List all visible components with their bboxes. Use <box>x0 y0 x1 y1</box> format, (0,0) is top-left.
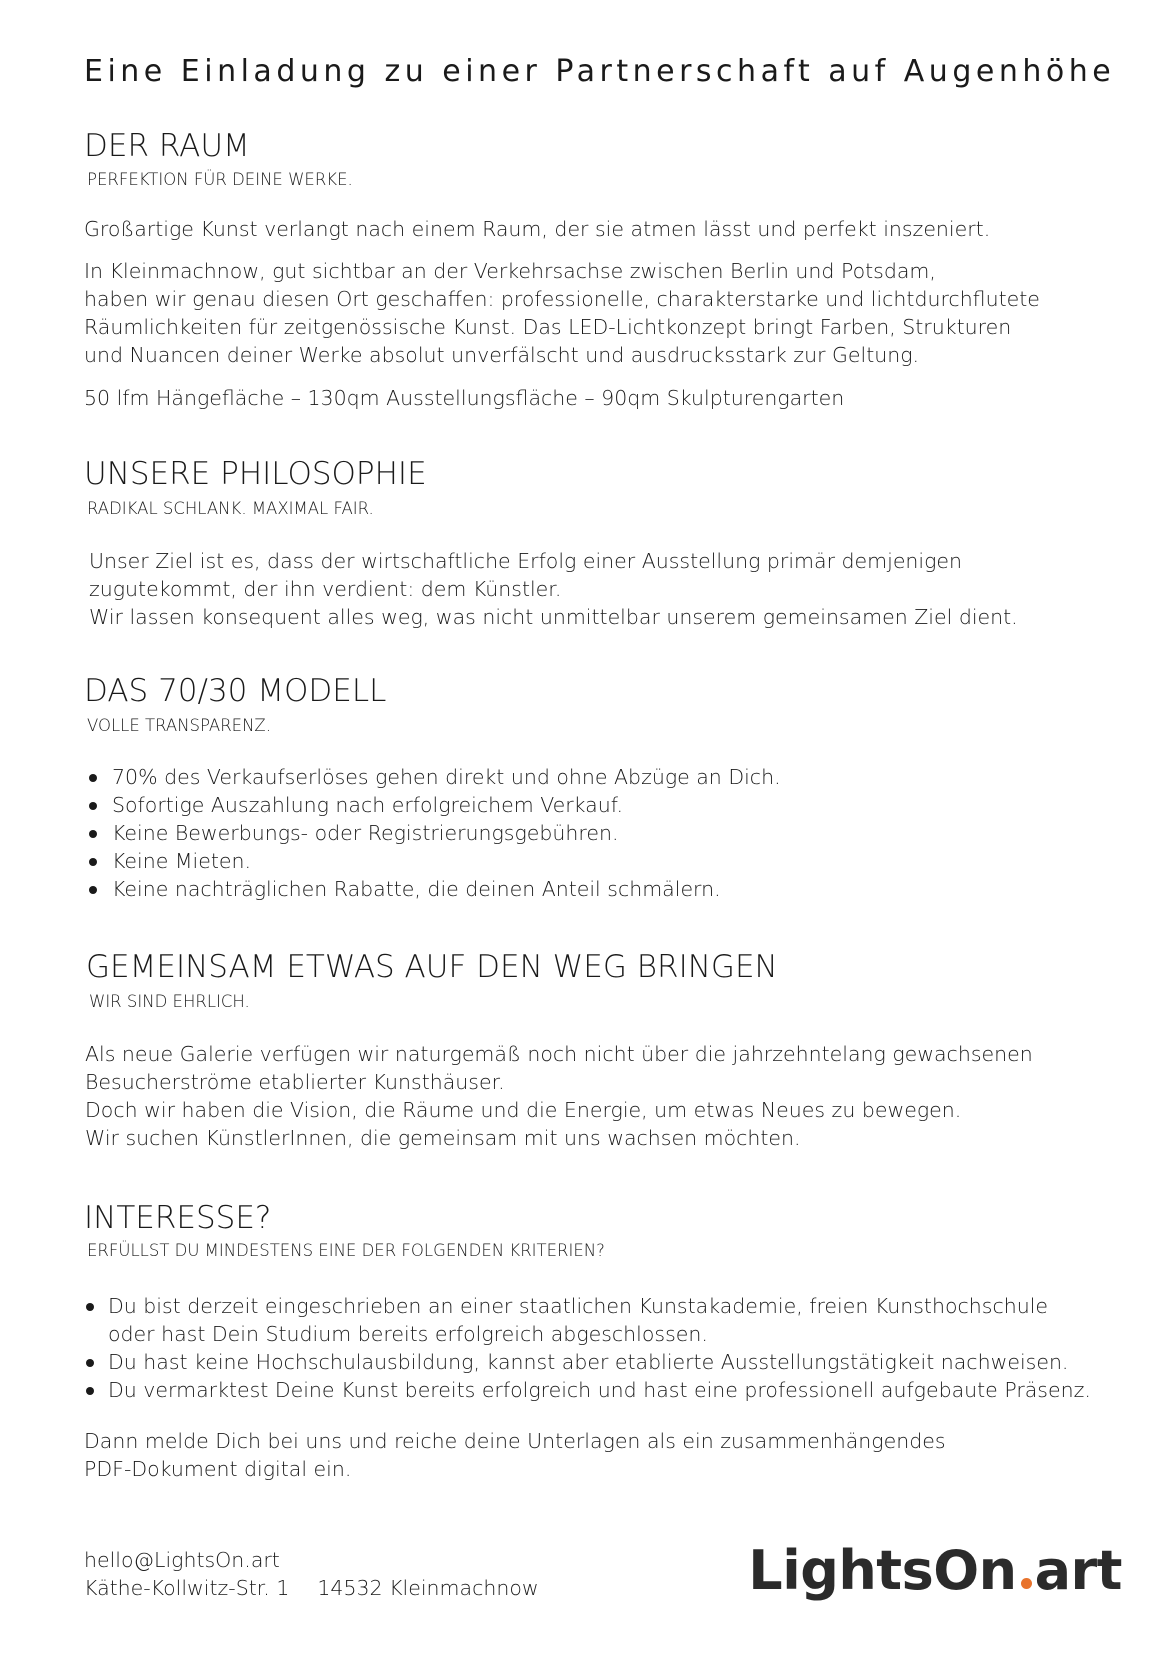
list-item: Keine nachträglichen Rabatte, die deinen Anteil schmälern. <box>85 875 781 903</box>
section-subheading-gemeinsam: WIR SIND EHRLICH. <box>89 992 250 1011</box>
list-item: Du vermarktest Deine Kunst bereits erfolgreich und hast eine professionell aufgebaute Präsenz. <box>84 1376 1134 1404</box>
text-line: Besucherströme etablierter Kunsthäuser. <box>85 1070 505 1094</box>
logo-dot-icon <box>1021 1578 1032 1589</box>
list-item: Keine Mieten. <box>85 847 781 875</box>
text-line: Räumlichkeiten für zeitgenössische Kunst. Das LED-Lichtkonzept bringt Farben, Strukturen <box>84 315 1012 339</box>
section-heading-gemeinsam: GEMEINSAM ETWAS AUF DEN WEG BRINGEN <box>86 949 778 985</box>
list-item: Du hast keine Hochschulausbildung, kannst aber etablierte Ausstellungstätigkeit nachweisen. <box>84 1348 1134 1376</box>
list-item: Du bist derzeit eingeschrieben an einer staatlichen Kunstakademie, freien Kunsthochschule oder hast Dein Studium bereits erfolgreich abgeschlossen. <box>84 1292 1068 1348</box>
text-line: PDF-Dokument digital ein. <box>84 1457 352 1481</box>
footer-email[interactable]: hello@LightsOn.art <box>84 1548 280 1572</box>
section-heading-philosophie: UNSERE PHILOSOPHIE <box>84 456 427 492</box>
list-item: Sofortige Auszahlung nach erfolgreichem Verkauf. <box>85 791 781 819</box>
modell-list <box>85 763 781 903</box>
section-subheading-modell: VOLLE TRANSPARENZ. <box>87 716 271 735</box>
section-heading-interesse: INTERESSE? <box>84 1200 272 1236</box>
text-line: Als neue Galerie verfügen wir naturgemäß noch nicht über die jahrzehntelang gewachsenen <box>85 1042 1033 1066</box>
text-line: Wir lassen konsequent alles weg, was nicht unmittelbar unserem gemeinsamen Ziel dient. <box>89 605 1018 629</box>
page-title: Eine Einladung zu einer Partnerschaft auf Augenhöhe <box>84 54 1116 89</box>
section-heading-modell: DAS 70/30 MODELL <box>84 673 387 709</box>
text-line: In Kleinmachnow, gut sichtbar an der Verkehrsachse zwischen Berlin und Potsdam, <box>84 259 936 283</box>
text-line: Dann melde Dich bei uns und reiche deine Unterlagen als ein zusammenhängendes <box>84 1429 946 1453</box>
section-heading-raum: DER RAUM <box>84 128 250 164</box>
footer-address <box>84 1574 539 1602</box>
text-line: zugutekommt, der ihn verdient: dem Künstler. <box>89 577 562 601</box>
text-line: haben wir genau diesen Ort geschaffen: professionelle, charakterstarke und lichtdurchflutete <box>84 287 1040 311</box>
gemeinsam-paragraph <box>85 1040 1033 1152</box>
footer-city: 14532 Kleinmachnow <box>317 1576 539 1600</box>
list-item: 70% des Verkaufserlöses gehen direkt und ohne Abzüge an Dich. <box>85 763 781 791</box>
text-line: Doch wir haben die Vision, die Räume und die Energie, um etwas Neues zu bewegen. <box>85 1098 962 1122</box>
text-line: und Nuancen deiner Werke absolut unverfälscht und ausdrucksstark zur Geltung. <box>84 343 920 367</box>
text-line: Wir suchen KünstlerInnen, die gemeinsam mit uns wachsen möchten. <box>85 1126 801 1150</box>
logo <box>748 1540 1122 1602</box>
logo-text-main: LightsOn <box>748 1539 1017 1602</box>
interesse-list <box>84 1292 1134 1404</box>
philosophie-paragraph <box>89 547 1018 631</box>
section-subheading-interesse: ERFÜLLST DU MINDESTENS EINE DER FOLGENDEN KRITERIEN? <box>87 1241 605 1260</box>
footer-street: Käthe-Kollwitz-Str. 1 <box>84 1576 290 1600</box>
logo-text-tld: art <box>1034 1539 1122 1602</box>
raum-facts: 50 lfm Hängefläche – 130qm Ausstellungsfläche – 90qm Skulpturengarten <box>84 386 845 410</box>
list-item: Keine Bewerbungs- oder Registrierungsgebühren. <box>85 819 781 847</box>
raum-paragraph-2 <box>84 257 1040 369</box>
interesse-closing <box>84 1427 946 1483</box>
section-subheading-raum: PERFEKTION FÜR DEINE WERKE. <box>87 170 353 189</box>
footer-contact <box>84 1546 539 1602</box>
raum-paragraph-1: Großartige Kunst verlangt nach einem Raum, der sie atmen lässt und perfekt inszeniert. <box>84 217 991 241</box>
section-subheading-philosophie: RADIKAL SCHLANK. MAXIMAL FAIR. <box>87 499 374 518</box>
text-line: Unser Ziel ist es, dass der wirtschaftliche Erfolg einer Ausstellung primär demjenigen <box>89 549 963 573</box>
